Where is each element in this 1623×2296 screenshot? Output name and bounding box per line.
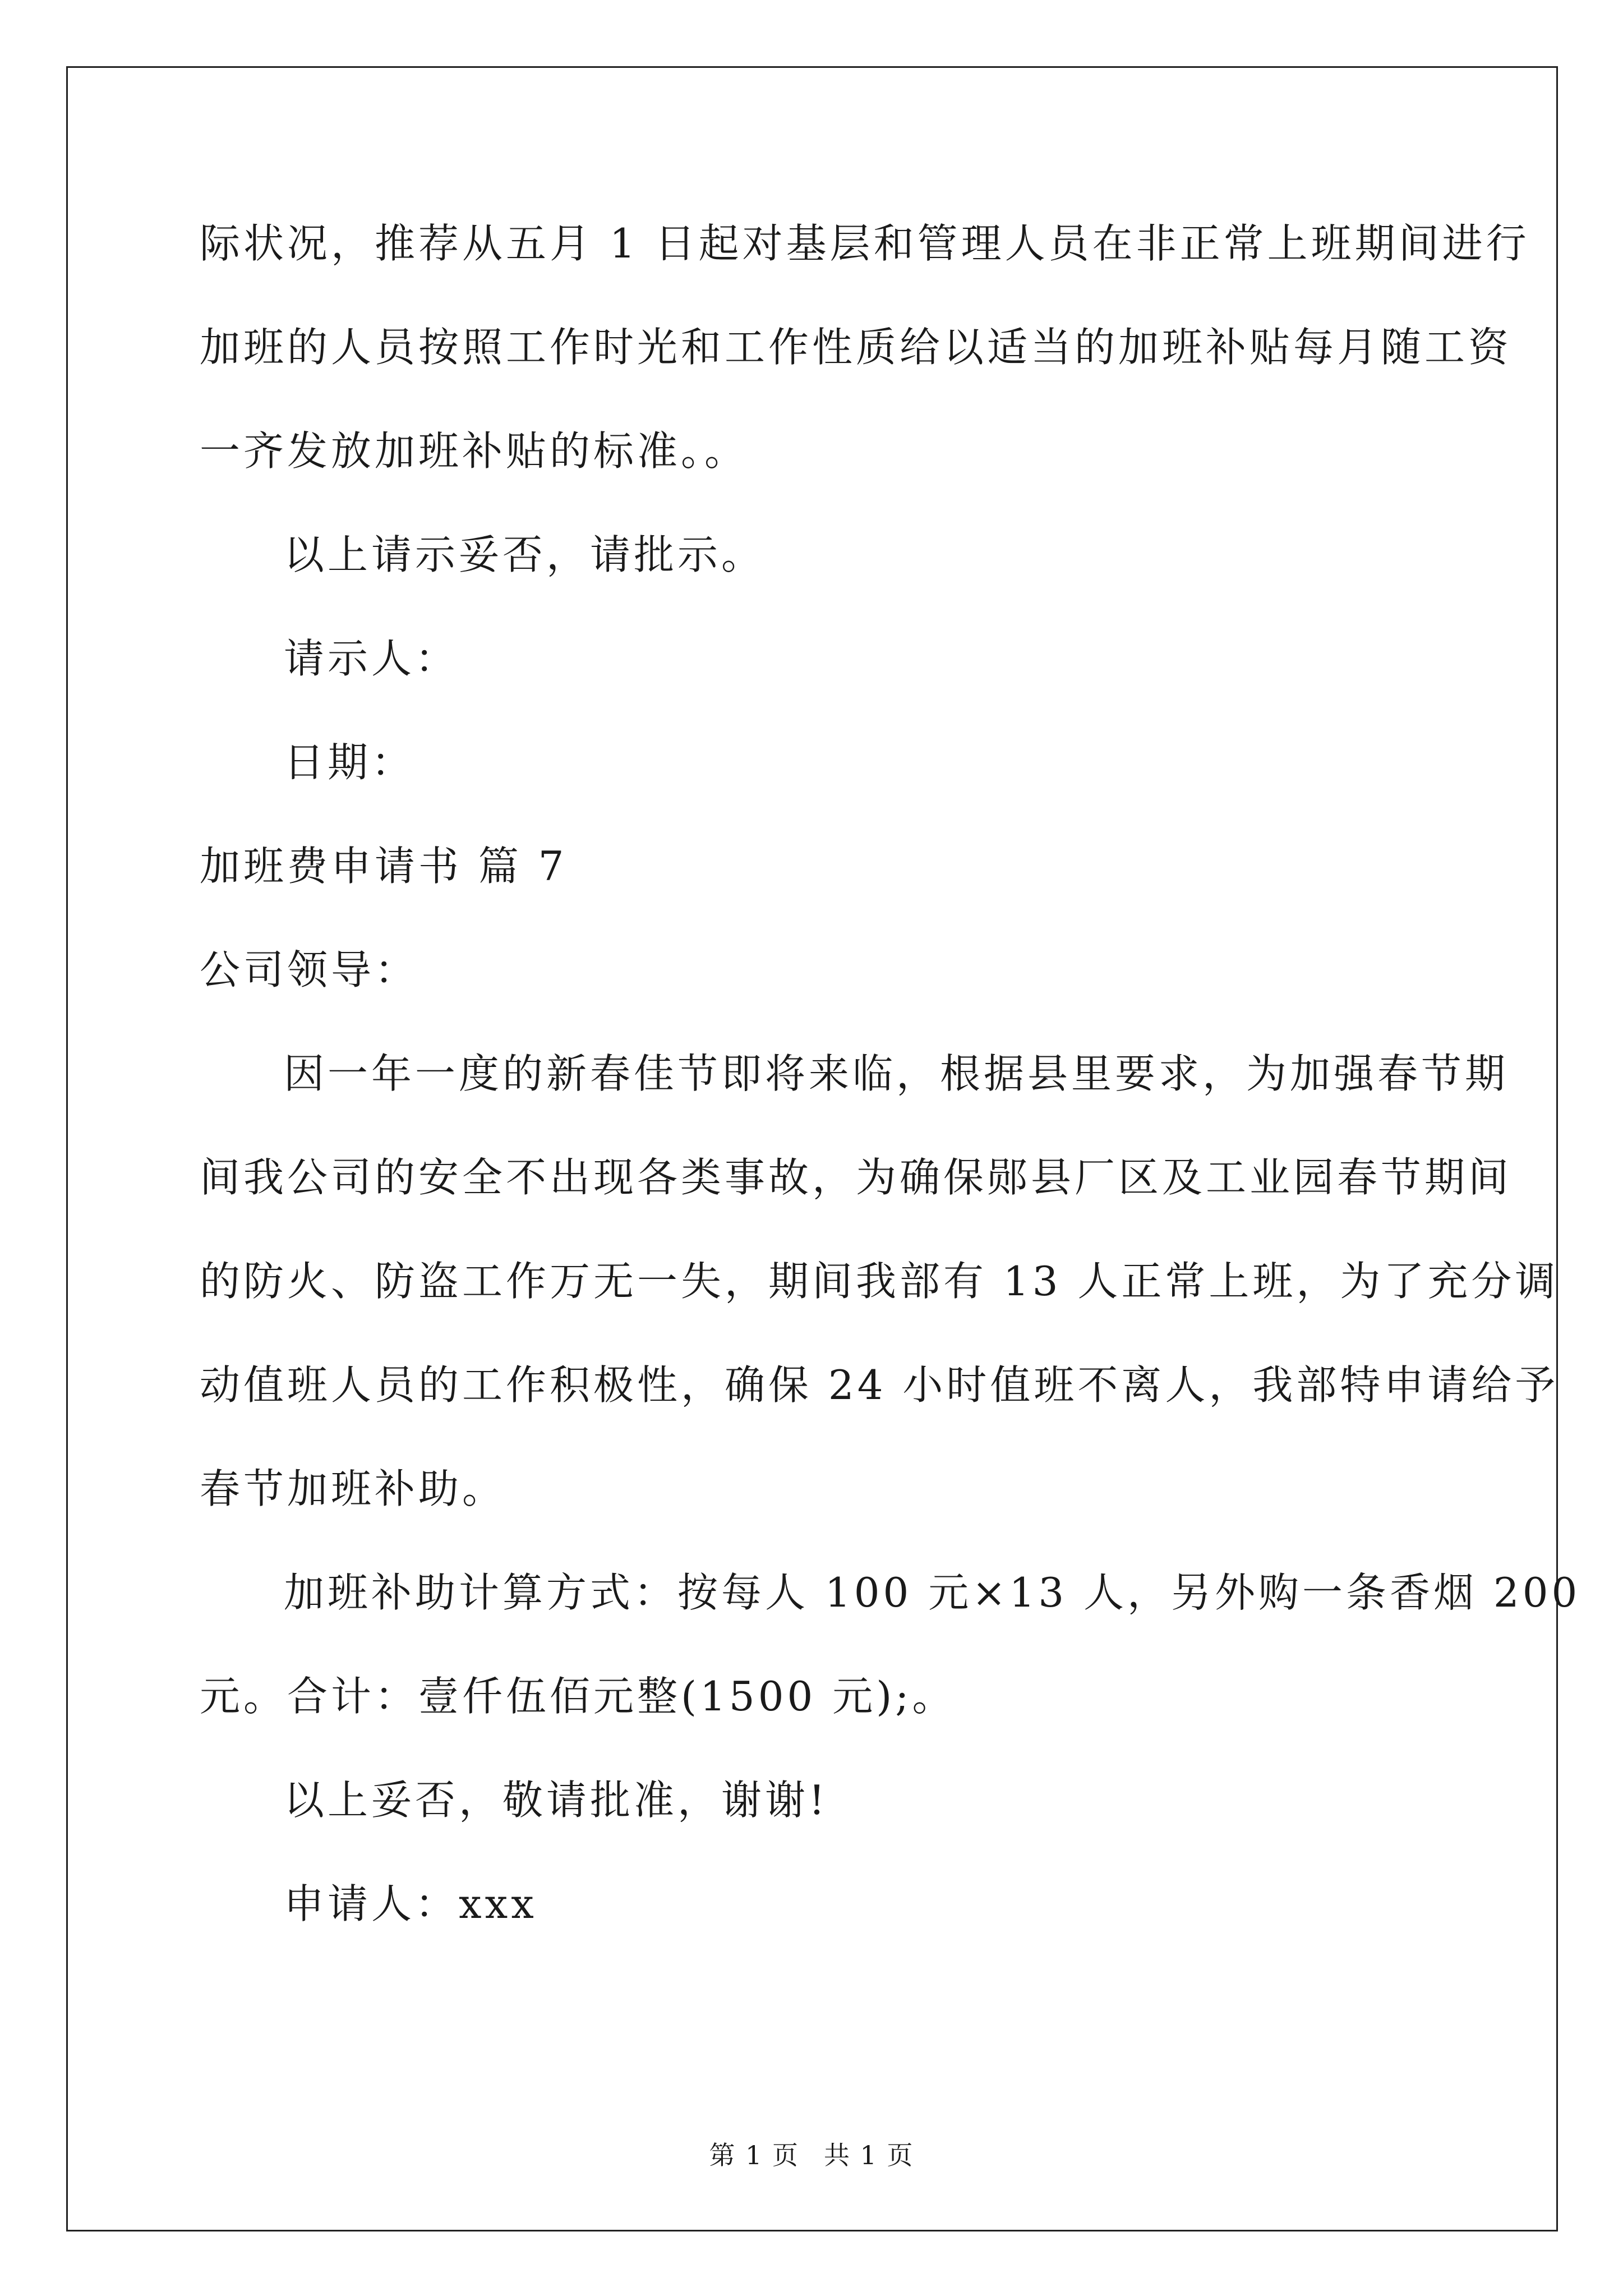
body-line-12: 动值班人员的工作积极性，确保 24 小时值班不离人，我部特申请给予 xyxy=(200,1361,1559,1409)
body-line-11: 的防火、防盗工作万无一失，期间我部有 13 人正常上班，为了充分调 xyxy=(200,1258,1559,1305)
page-number-total: 共 1 页 xyxy=(824,2140,914,2170)
body-line-9: 因一年一度的新春佳节即将来临，根据县里要求，为加强春节期 xyxy=(284,1050,1509,1097)
closing-line: 以上妥否，敬请批准，谢谢! xyxy=(284,1777,828,1824)
page-number-current: 第 1 页 xyxy=(709,2140,799,2170)
calculation-line-1: 加班补助计算方式：按每人 100 元×13 人，另外购一条香烟 200 xyxy=(284,1569,1581,1616)
body-line-10: 间我公司的安全不出现各类事故，为确保郧县厂区及工业园春节期间 xyxy=(200,1154,1513,1201)
body-line-1: 际状况，推荐从五月 1 日起对基层和管理人员在非正常上班期间进行 xyxy=(200,220,1530,267)
approval-request-line: 以上请示妥否，请批示。 xyxy=(284,531,766,578)
body-line-2: 加班的人员按照工作时光和工作性质给以适当的加班补贴每月随工资 xyxy=(200,324,1513,371)
calculation-line-2: 元。合计：壹仟伍佰元整(1500 元);。 xyxy=(200,1673,956,1720)
date-label: 日期： xyxy=(284,739,416,786)
body-line-3: 一齐发放加班补贴的标准。。 xyxy=(200,427,749,475)
applicant-line: 申请人：xxx xyxy=(284,1880,537,1927)
body-line-13: 春节加班补助。 xyxy=(200,1465,506,1512)
salutation: 公司领导： xyxy=(200,946,419,993)
section-title: 加班费申请书 篇 7 xyxy=(200,843,568,890)
requester-label: 请示人： xyxy=(284,635,459,682)
page-footer xyxy=(0,2138,1623,2172)
